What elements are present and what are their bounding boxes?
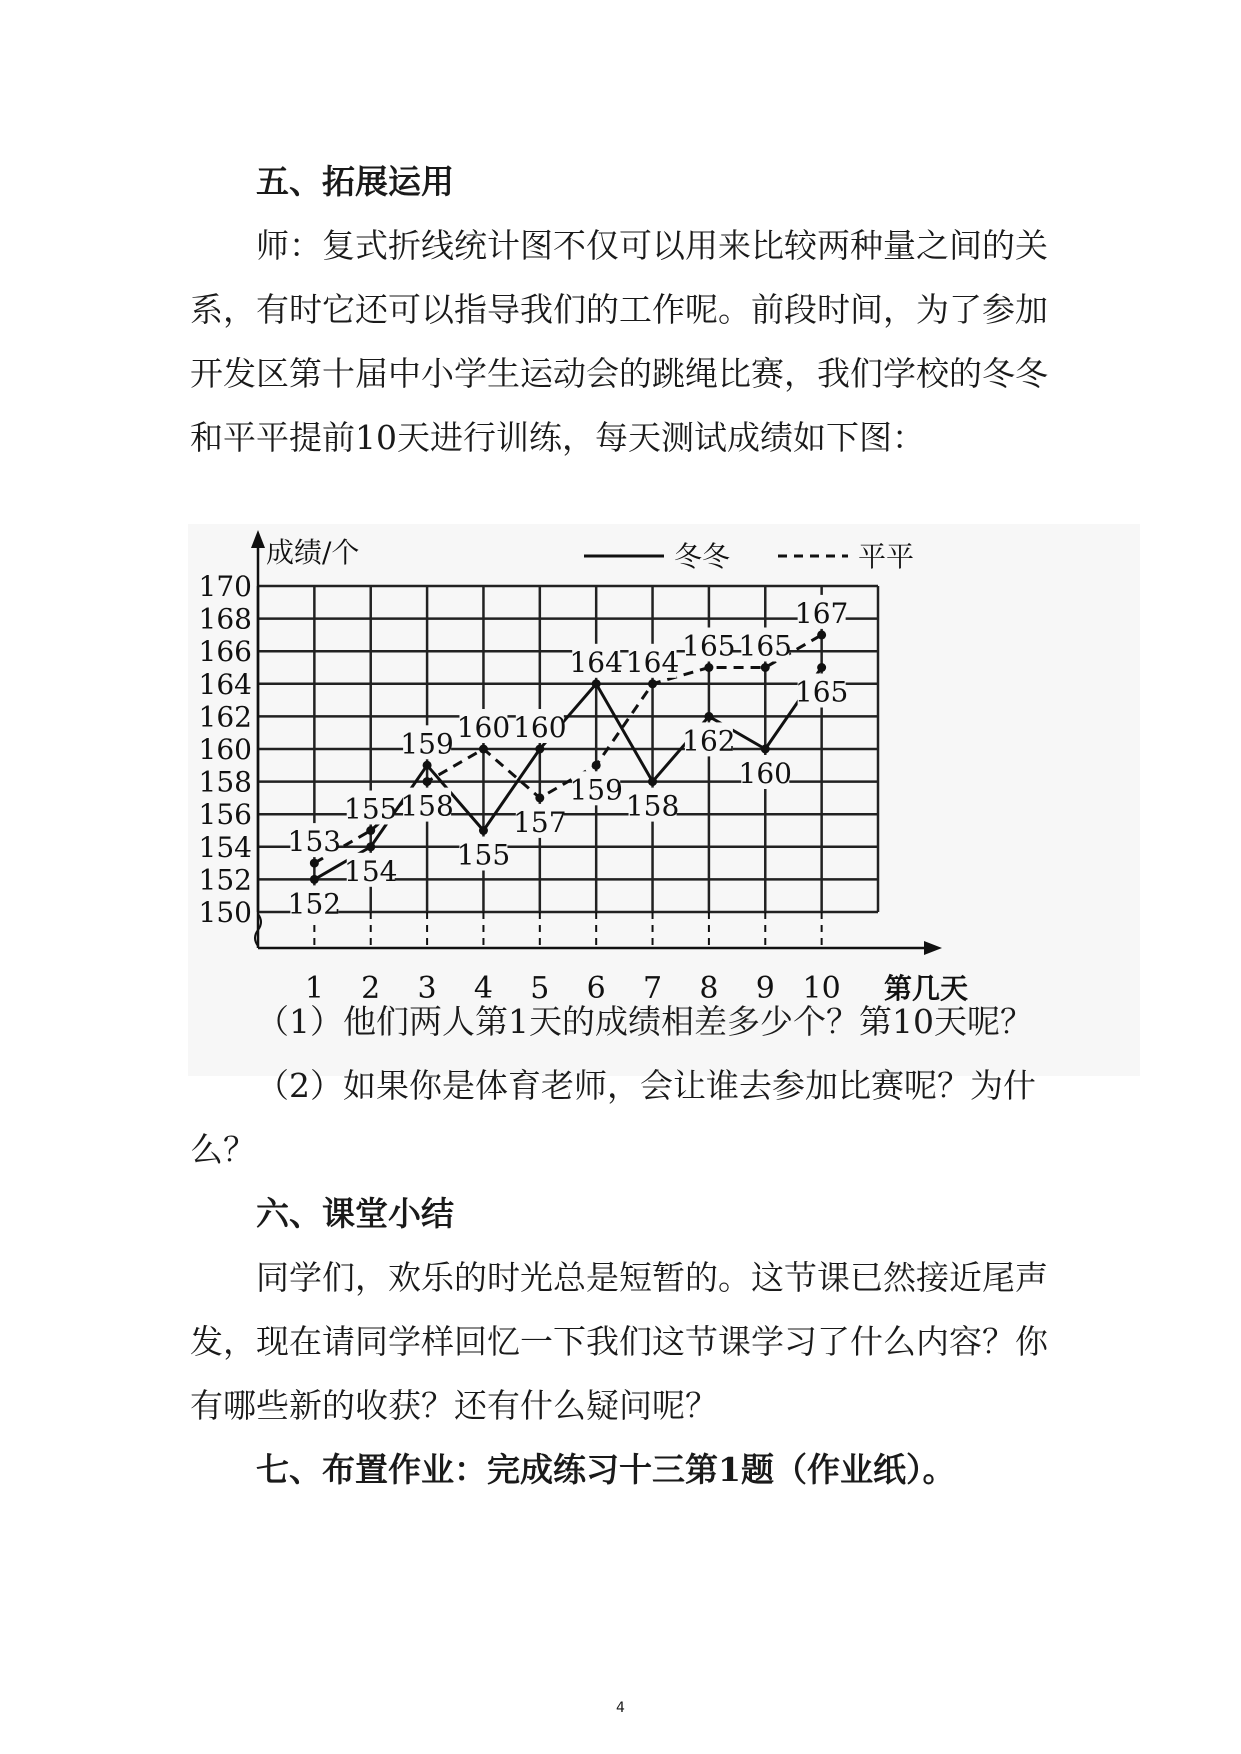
data-point	[535, 745, 544, 754]
data-point	[704, 663, 713, 672]
data-label: 159	[400, 727, 454, 761]
data-point	[479, 826, 488, 835]
data-label: 158	[400, 789, 454, 823]
data-label: 154	[344, 854, 398, 888]
y-tick-label: 150	[198, 896, 252, 929]
data-point	[310, 875, 319, 884]
data-label: 155	[456, 838, 511, 872]
data-point	[761, 663, 770, 672]
section-7-heading: 七、布置作业：完成练习十三第1题（作业纸）。	[256, 1450, 956, 1489]
data-label: 167	[794, 596, 849, 630]
data-point	[648, 679, 657, 688]
data-point	[817, 663, 826, 672]
y-axis-arrow	[251, 530, 265, 548]
data-label: 164	[569, 645, 623, 679]
y-tick-label: 160	[198, 733, 252, 766]
page-number: 4	[616, 1700, 625, 1716]
data-label: 160	[456, 711, 511, 744]
x-tick-label: 3	[417, 971, 437, 1006]
data-label: 153	[287, 825, 342, 859]
data-point	[761, 745, 770, 754]
section-6-heading: 六、课堂小结	[256, 1194, 454, 1233]
y-tick-label: 162	[198, 700, 252, 734]
x-tick-label: 7	[642, 971, 663, 1006]
data-point	[817, 630, 826, 639]
data-label: 162	[682, 724, 736, 758]
data-label: 158	[625, 789, 680, 823]
y-tick-label: 154	[198, 830, 252, 864]
data-point	[423, 777, 432, 786]
data-point	[592, 761, 601, 770]
data-label: 165	[794, 675, 849, 709]
x-tick-label: 4	[473, 971, 494, 1006]
data-point	[479, 745, 488, 754]
x-tick-label: 8	[699, 971, 719, 1006]
data-point	[310, 859, 319, 868]
section-6-body: 同学们，欢乐的时光总是短暂的。这节课已然接近尾声发，现在请同学样回忆一下我们这节课学习了什么内容？你有哪些新的收获？还有什么疑问呢？	[190, 1258, 1048, 1425]
data-label: 165	[738, 629, 792, 663]
y-tick-label: 168	[198, 602, 252, 636]
x-tick-label: 5	[530, 971, 550, 1006]
y-tick-label: 156	[198, 798, 252, 832]
data-label: 165	[682, 629, 736, 663]
data-label: 157	[513, 805, 567, 839]
question-1: （1）他们两人第1天的成绩相差多少个？第10天呢？	[256, 1002, 1033, 1041]
data-point	[423, 761, 432, 770]
data-point	[648, 777, 657, 786]
x-tick-label: 2	[361, 971, 381, 1006]
data-point	[535, 793, 544, 802]
y-tick-label: 152	[198, 863, 252, 897]
x-tick-label: 1	[304, 971, 324, 1006]
section-5-intro: 师：复式折线统计图不仅可以用来比较两种量之间的关系，有时它还可以指导我们的工作呢。前段时间，为了参加开发区第十届中小学生运动会的跳绳比赛，我们学校的冬冬和平平提前10天进行训练，每天测试成绩如下图：	[190, 226, 1048, 457]
chart-labels	[199, 570, 849, 1006]
legend-solid-label: 冬冬	[674, 540, 731, 573]
section-5-heading: 五、拓展运用	[256, 162, 454, 201]
x-tick-label: 6	[586, 971, 606, 1006]
data-point	[704, 712, 713, 721]
data-label: 164	[625, 645, 680, 679]
data-label: 160	[738, 757, 792, 790]
data-point	[366, 842, 375, 851]
y-tick-label: 166	[198, 635, 252, 669]
legend-dashed-label: 平平	[858, 540, 915, 573]
data-label: 155	[344, 792, 398, 826]
data-point	[592, 679, 601, 688]
y-tick-label: 158	[198, 765, 252, 799]
x-axis-arrow	[924, 941, 942, 955]
y-axis-label: 成绩/个	[266, 536, 360, 569]
y-tick-label: 170	[198, 570, 252, 603]
x-tick-label: 10	[802, 971, 841, 1006]
x-tick-label: 9	[755, 971, 775, 1006]
question-2: （2）如果你是体育老师，会让谁去参加比赛呢？为什么？	[190, 1066, 1036, 1169]
data-label: 160	[513, 711, 567, 744]
data-label: 159	[569, 773, 623, 807]
x-axis-label: 第几天	[884, 972, 969, 1005]
chart-legend	[584, 540, 914, 573]
data-label: 152	[287, 887, 342, 921]
y-tick-label: 164	[198, 667, 252, 701]
data-point	[366, 826, 375, 835]
